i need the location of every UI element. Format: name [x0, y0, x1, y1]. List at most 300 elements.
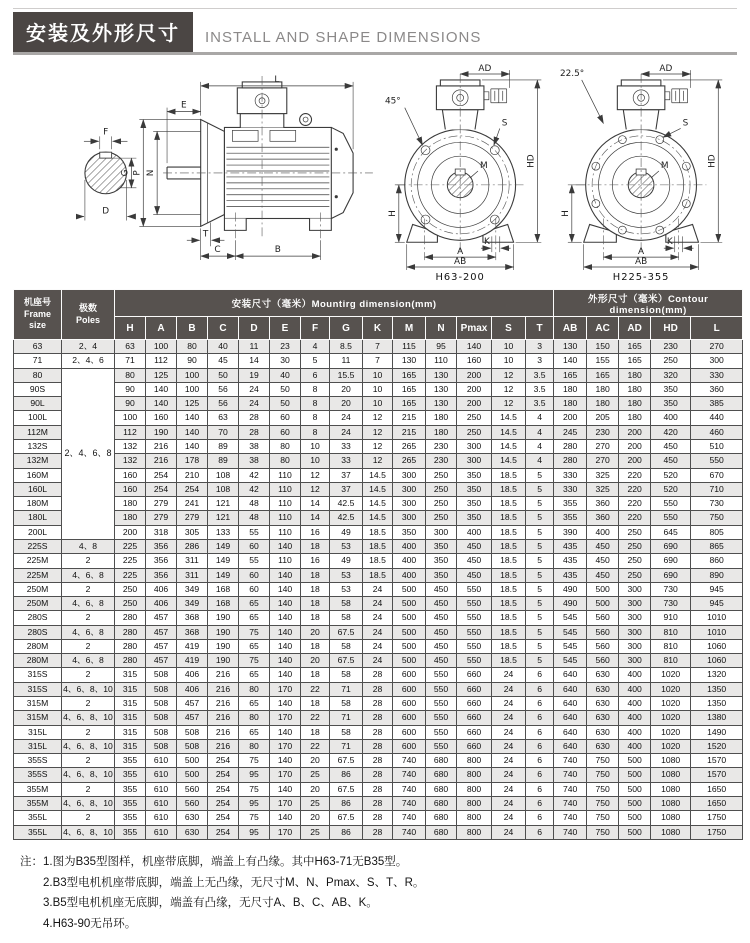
dim-label-D: D — [102, 206, 110, 217]
dimension-value-cell: 4 — [526, 439, 554, 453]
dimension-value-cell: 508 — [146, 682, 177, 696]
dimension-value-cell: 70 — [208, 425, 239, 439]
dimension-value-cell: 740 — [393, 811, 426, 825]
dimension-value-cell: 24 — [492, 825, 526, 839]
dimension-value-cell: 225 — [115, 568, 146, 582]
dimension-value-cell: 400 — [393, 554, 426, 568]
dimension-value-cell: 265 — [393, 439, 426, 453]
table-body — [14, 340, 743, 840]
dimension-value-cell: 660 — [457, 668, 492, 682]
dimension-value-cell: 215 — [393, 411, 426, 425]
dimension-value-cell: 349 — [177, 597, 208, 611]
dim-label-B: B — [274, 245, 281, 256]
dimension-value-cell: 280 — [115, 654, 146, 668]
dimension-value-cell: 356 — [146, 568, 177, 582]
dimension-value-cell: 130 — [426, 382, 457, 396]
dimension-value-cell: 121 — [208, 511, 239, 525]
dimension-value-cell: 300 — [619, 639, 651, 653]
dimension-value-cell: 18 — [301, 539, 330, 553]
dimension-value-cell: 450 — [457, 568, 492, 582]
dimension-value-cell: 3.5 — [526, 368, 554, 382]
column-header-Pmax: Pmax — [457, 317, 492, 340]
motor-side-view-diagram — [76, 61, 381, 279]
dimension-value-cell: 18.5 — [492, 639, 526, 653]
motor-end-view-h63-200-diagram — [381, 61, 554, 283]
dimension-value-cell: 10 — [363, 397, 393, 411]
dimension-value-cell: 1350 — [691, 697, 743, 711]
dimension-value-cell: 180 — [587, 397, 619, 411]
dimension-value-cell: 10 — [492, 354, 526, 368]
dimension-value-cell: 8 — [301, 411, 330, 425]
dimension-value-cell: 108 — [208, 468, 239, 482]
dimension-value-cell: 5 — [526, 611, 554, 625]
dimension-value-cell: 130 — [426, 368, 457, 382]
dimension-table-section — [0, 283, 750, 840]
dimension-value-cell: 560 — [177, 797, 208, 811]
dimension-value-cell: 160 — [115, 468, 146, 482]
dimension-value-cell: 22 — [301, 682, 330, 696]
dimension-value-cell: 42 — [239, 468, 270, 482]
dimension-value-cell: 18.5 — [492, 611, 526, 625]
dimension-value-cell: 216 — [208, 739, 239, 753]
diagram-caption-h225-355: H225-355 — [612, 271, 670, 283]
poles-cell: 4、6、8 — [62, 625, 115, 639]
dimension-value-cell: 230 — [426, 439, 457, 453]
dimension-value-cell: 610 — [146, 768, 177, 782]
frame-size-cell: 225M — [14, 554, 62, 568]
dimension-value-cell: 140 — [146, 382, 177, 396]
dimension-value-cell: 670 — [691, 468, 743, 482]
dimension-value-cell: 355 — [115, 768, 146, 782]
column-header-K: K — [363, 317, 393, 340]
dimension-value-cell: 355 — [554, 511, 587, 525]
dimension-value-cell: 14.5 — [363, 482, 393, 496]
dimension-value-cell: 67.5 — [330, 625, 363, 639]
dimension-value-cell: 80 — [270, 454, 301, 468]
dimension-value-cell: 53 — [330, 568, 363, 582]
dimension-value-cell: 560 — [587, 625, 619, 639]
dimension-value-cell: 508 — [146, 711, 177, 725]
table-row — [14, 382, 743, 396]
title-box — [13, 12, 193, 52]
dimension-value-cell: 90 — [115, 382, 146, 396]
dimension-value-cell: 750 — [587, 782, 619, 796]
dimension-value-cell: 170 — [270, 739, 301, 753]
table-row — [14, 668, 743, 682]
diagram-caption-h63-200: H63-200 — [435, 271, 485, 283]
dimension-value-cell: 1010 — [691, 625, 743, 639]
dimension-value-cell: 80 — [177, 340, 208, 354]
dimension-value-cell: 740 — [554, 825, 587, 839]
dimension-value-cell: 14 — [301, 511, 330, 525]
dimension-value-cell: 450 — [426, 611, 457, 625]
dimension-value-cell: 350 — [457, 497, 492, 511]
dimension-value-cell: 610 — [146, 754, 177, 768]
frame-size-label-en1: Frame — [23, 308, 51, 319]
poles-cell: 2 — [62, 554, 115, 568]
dimension-value-cell: 305 — [177, 525, 208, 539]
column-header-L: L — [691, 317, 743, 340]
dimension-value-cell: 216 — [208, 682, 239, 696]
table-row — [14, 454, 743, 468]
dimension-value-cell: 110 — [270, 511, 301, 525]
dimension-value-cell: 190 — [146, 425, 177, 439]
column-header-frame-size — [14, 290, 62, 340]
dimension-value-cell: 216 — [208, 668, 239, 682]
column-header-D: D — [239, 317, 270, 340]
dimension-value-cell: 12 — [301, 482, 330, 496]
dimension-value-cell: 40 — [208, 340, 239, 354]
dimension-value-cell: 10 — [492, 340, 526, 354]
dimension-value-cell: 520 — [651, 468, 691, 482]
dimension-value-cell: 180 — [587, 382, 619, 396]
dimension-value-cell: 18.5 — [492, 654, 526, 668]
dimension-value-cell: 385 — [691, 397, 743, 411]
dimension-value-cell: 1750 — [691, 811, 743, 825]
notes-list — [43, 852, 424, 935]
dimension-value-cell: 406 — [146, 582, 177, 596]
dimension-value-cell: 1060 — [691, 639, 743, 653]
dimension-value-cell: 200 — [619, 425, 651, 439]
shaft-section-detail — [76, 127, 136, 220]
dimension-value-cell: 730 — [651, 582, 691, 596]
dimension-value-cell: 500 — [393, 639, 426, 653]
dimension-value-cell: 945 — [691, 597, 743, 611]
dimension-value-cell: 660 — [457, 697, 492, 711]
dimension-value-cell: 18 — [301, 568, 330, 582]
dimension-value-cell: 254 — [146, 482, 177, 496]
dimension-value-cell: 140 — [270, 539, 301, 553]
dimension-value-cell: 220 — [619, 497, 651, 511]
dimension-value-cell: 168 — [208, 597, 239, 611]
dimension-value-cell: 250 — [619, 525, 651, 539]
dimension-value-cell: 330 — [554, 468, 587, 482]
dimension-value-cell: 5 — [526, 525, 554, 539]
dimension-value-cell: 1080 — [651, 825, 691, 839]
dimension-value-cell: 315 — [115, 711, 146, 725]
dimension-value-cell: 500 — [393, 611, 426, 625]
table-row — [14, 554, 743, 568]
dimension-value-cell: 28 — [363, 811, 393, 825]
dimension-value-cell: 6 — [526, 725, 554, 739]
dimension-value-cell: 640 — [554, 739, 587, 753]
dimension-value-cell: 450 — [651, 439, 691, 453]
dimension-value-cell: 5 — [526, 639, 554, 653]
dimension-value-cell: 254 — [146, 468, 177, 482]
frame-size-cell: 355S — [14, 754, 62, 768]
dimension-value-cell: 210 — [177, 468, 208, 482]
dimension-value-cell: 8 — [301, 397, 330, 411]
dimension-value-cell: 400 — [393, 568, 426, 582]
dimension-value-cell: 12 — [492, 397, 526, 411]
dimension-value-cell: 130 — [554, 340, 587, 354]
dimension-value-cell: 24 — [492, 754, 526, 768]
dimension-value-cell: 60 — [270, 425, 301, 439]
dimension-value-cell: 270 — [587, 454, 619, 468]
dimension-value-cell: 140 — [177, 439, 208, 453]
column-header-N: N — [426, 317, 457, 340]
dimension-value-cell: 280 — [115, 611, 146, 625]
dimension-value-cell: 140 — [457, 340, 492, 354]
dimension-value-cell: 28 — [363, 725, 393, 739]
dim-label-L: L — [274, 74, 280, 85]
dimension-value-cell: 280 — [554, 454, 587, 468]
dimension-value-cell: 1010 — [691, 611, 743, 625]
dimension-value-cell: 800 — [457, 782, 492, 796]
dim-label-C: C — [214, 245, 221, 256]
dimension-value-cell: 24 — [330, 411, 363, 425]
dimension-value-cell: 660 — [457, 711, 492, 725]
dimension-value-cell: 1570 — [691, 768, 743, 782]
frame-size-cell: 132M — [14, 454, 62, 468]
dimension-value-cell: 680 — [426, 825, 457, 839]
dimension-value-cell: 28 — [363, 668, 393, 682]
frame-size-cell: 160M — [14, 468, 62, 482]
dimension-value-cell: 65 — [239, 697, 270, 711]
dimension-value-cell: 740 — [554, 768, 587, 782]
dimension-value-cell: 133 — [208, 525, 239, 539]
dimension-value-cell: 5 — [526, 568, 554, 582]
dimension-value-cell: 400 — [619, 668, 651, 682]
dimension-value-cell: 28 — [363, 697, 393, 711]
dimension-value-cell: 250 — [426, 482, 457, 496]
dimension-value-cell: 170 — [270, 825, 301, 839]
dimension-value-cell: 110 — [426, 354, 457, 368]
dimension-value-cell: 500 — [177, 754, 208, 768]
dimension-value-cell: 508 — [146, 668, 177, 682]
frame-size-cell: 180L — [14, 511, 62, 525]
table-row — [14, 525, 743, 539]
dimension-value-cell: 810 — [651, 625, 691, 639]
dimension-value-cell: 28 — [239, 411, 270, 425]
frame-size-label-zh: 机座号 — [23, 296, 51, 307]
note-line: 1.图为B35型图样，机座带底脚，端盖上有凸缘。其中H63-71无B35型。 — [43, 855, 408, 868]
dimension-value-cell: 58 — [330, 668, 363, 682]
dimension-value-cell: 450 — [457, 554, 492, 568]
dimension-value-cell: 750 — [587, 811, 619, 825]
dimension-value-cell: 55 — [239, 525, 270, 539]
dimension-value-cell: 25 — [301, 768, 330, 782]
dimension-value-cell: 18.5 — [363, 568, 393, 582]
poles-cell: 4、6、8、10 — [62, 682, 115, 696]
dimension-value-cell: 7 — [363, 340, 393, 354]
dimension-value-cell: 215 — [393, 425, 426, 439]
dimension-value-cell: 500 — [177, 768, 208, 782]
dimension-value-cell: 250 — [426, 497, 457, 511]
dimension-value-cell: 100 — [115, 411, 146, 425]
dim-label-H: H — [560, 210, 571, 217]
dimension-value-cell: 24 — [363, 597, 393, 611]
dimension-value-cell: 690 — [651, 554, 691, 568]
table-row — [14, 611, 743, 625]
dimension-value-cell: 24 — [492, 725, 526, 739]
dimension-value-cell: 25 — [301, 825, 330, 839]
column-header-M: M — [393, 317, 426, 340]
dimension-value-cell: 360 — [587, 497, 619, 511]
dimension-value-cell: 550 — [457, 639, 492, 653]
dimension-value-cell: 6 — [526, 682, 554, 696]
dimension-value-cell: 690 — [651, 568, 691, 582]
dimension-value-cell: 165 — [393, 397, 426, 411]
dim-label-HD: HD — [526, 154, 537, 168]
dimension-value-cell: 110 — [270, 482, 301, 496]
poles-cell: 2 — [62, 582, 115, 596]
table-row — [14, 639, 743, 653]
dimension-value-cell: 4 — [301, 340, 330, 354]
dim-label-T: T — [202, 229, 209, 240]
dimension-value-cell: 750 — [691, 511, 743, 525]
dimension-value-cell: 110 — [270, 525, 301, 539]
dimension-table — [13, 289, 743, 840]
dimension-value-cell: 12 — [301, 468, 330, 482]
dimension-value-cell: 67.5 — [330, 754, 363, 768]
motor-end-view-h225-355-diagram — [554, 61, 742, 283]
dimension-value-cell: 71 — [330, 682, 363, 696]
dimension-value-cell: 75 — [239, 811, 270, 825]
dimension-value-cell: 406 — [177, 682, 208, 696]
dimension-value-cell: 640 — [554, 725, 587, 739]
dimension-value-cell: 1020 — [651, 668, 691, 682]
dimension-value-cell: 460 — [691, 425, 743, 439]
poles-cell: 2 — [62, 639, 115, 653]
dimension-value-cell: 550 — [457, 597, 492, 611]
dimension-value-cell: 8 — [301, 425, 330, 439]
dimension-value-cell: 6 — [526, 782, 554, 796]
dimension-value-cell: 18.5 — [363, 525, 393, 539]
dimension-value-cell: 58 — [330, 611, 363, 625]
frame-size-cell: 80 — [14, 368, 62, 382]
dimension-value-cell: 180 — [619, 397, 651, 411]
dimension-value-cell: 1520 — [691, 739, 743, 753]
dimension-value-cell: 368 — [177, 625, 208, 639]
dimension-value-cell: 406 — [177, 668, 208, 682]
dimension-value-cell: 48 — [239, 511, 270, 525]
dimension-value-cell: 18 — [301, 668, 330, 682]
dimension-value-cell: 18.5 — [492, 468, 526, 482]
dim-label-AB: AB — [634, 257, 648, 268]
note-line: 2.B3型电机机座带底脚，端盖上无凸缘，无尺寸M、N、Pmax、S、T、R。 — [43, 876, 425, 889]
frame-size-cell: 355S — [14, 768, 62, 782]
dimension-value-cell: 140 — [554, 354, 587, 368]
dimension-value-cell: 356 — [146, 554, 177, 568]
dimension-value-cell: 33 — [330, 439, 363, 453]
dimension-value-cell: 190 — [208, 639, 239, 653]
poles-label-en: Poles — [75, 314, 100, 325]
dimension-value-cell: 155 — [587, 354, 619, 368]
dimension-value-cell: 108 — [208, 482, 239, 496]
dimension-value-cell: 1080 — [651, 797, 691, 811]
dimension-value-cell: 490 — [554, 582, 587, 596]
dimension-value-cell: 400 — [619, 725, 651, 739]
dimension-value-cell: 95 — [426, 340, 457, 354]
dimension-value-cell: 1060 — [691, 654, 743, 668]
table-row — [14, 739, 743, 753]
dimension-value-cell: 90 — [177, 354, 208, 368]
dimension-value-cell: 18 — [301, 639, 330, 653]
dimension-value-cell: 149 — [208, 539, 239, 553]
dim-label-K: K — [483, 237, 490, 248]
poles-cell: 4、6、8 — [62, 568, 115, 582]
dimension-value-cell: 14.5 — [492, 411, 526, 425]
dimension-value-cell: 18.5 — [492, 568, 526, 582]
dimension-value-cell: 350 — [651, 382, 691, 396]
dimension-value-cell: 33 — [330, 454, 363, 468]
dimension-value-cell: 28 — [363, 797, 393, 811]
dimension-value-cell: 42 — [239, 482, 270, 496]
dimension-value-cell: 18 — [301, 611, 330, 625]
dimension-value-cell: 800 — [457, 754, 492, 768]
dimension-value-cell: 216 — [208, 711, 239, 725]
dimension-value-cell: 24 — [239, 382, 270, 396]
dimension-value-cell: 1350 — [691, 682, 743, 696]
dimension-value-cell: 545 — [554, 611, 587, 625]
dimension-value-cell: 350 — [426, 554, 457, 568]
dimension-value-cell: 630 — [587, 697, 619, 711]
dimension-value-cell: 16 — [301, 554, 330, 568]
dimension-value-cell: 1080 — [651, 754, 691, 768]
dimension-value-cell: 350 — [457, 468, 492, 482]
dimension-value-cell: 71 — [330, 711, 363, 725]
note-line: 4.H63-90无吊环。 — [43, 917, 137, 930]
dimension-value-cell: 315 — [115, 739, 146, 753]
dimension-value-cell: 545 — [554, 654, 587, 668]
dimension-value-cell: 140 — [270, 811, 301, 825]
dimension-value-cell: 12 — [492, 382, 526, 396]
dimension-value-cell: 165 — [587, 368, 619, 382]
poles-cell: 4、6、8、10 — [62, 711, 115, 725]
dimension-value-cell: 18.5 — [492, 539, 526, 553]
dimension-value-cell: 75 — [239, 782, 270, 796]
dimension-value-cell: 360 — [587, 511, 619, 525]
dimension-value-cell: 216 — [208, 697, 239, 711]
dimension-value-cell: 140 — [270, 754, 301, 768]
dimension-value-cell: 450 — [587, 539, 619, 553]
table-row — [14, 354, 743, 368]
dimension-value-cell: 216 — [208, 725, 239, 739]
dimension-value-cell: 805 — [691, 525, 743, 539]
dimension-value-cell: 250 — [426, 468, 457, 482]
end-view-small-outline — [397, 74, 526, 260]
dimension-value-cell: 280 — [115, 639, 146, 653]
dimension-value-cell: 740 — [393, 825, 426, 839]
dimension-value-cell: 300 — [619, 611, 651, 625]
dimension-value-cell: 130 — [426, 397, 457, 411]
dimension-value-cell: 28 — [239, 425, 270, 439]
dimension-value-cell: 65 — [239, 611, 270, 625]
dimension-value-cell: 28 — [363, 768, 393, 782]
dimension-value-cell: 5 — [526, 654, 554, 668]
dimension-value-cell: 42.5 — [330, 497, 363, 511]
table-row — [14, 725, 743, 739]
dimension-value-cell: 600 — [393, 697, 426, 711]
dimension-value-cell: 10 — [301, 439, 330, 453]
dimension-value-cell: 37 — [330, 482, 363, 496]
dimension-value-cell: 75 — [239, 654, 270, 668]
dim-label-AB: AB — [453, 257, 467, 268]
dimension-value-cell: 660 — [457, 739, 492, 753]
dimension-value-cell: 140 — [270, 668, 301, 682]
dimension-value-cell: 355 — [115, 754, 146, 768]
dimension-value-cell: 250 — [115, 582, 146, 596]
dimension-value-cell: 14.5 — [363, 468, 393, 482]
dimension-value-cell: 457 — [146, 654, 177, 668]
dimension-value-cell: 160 — [146, 411, 177, 425]
dimension-value-cell: 95 — [239, 825, 270, 839]
dimension-value-cell: 149 — [208, 554, 239, 568]
dimension-value-cell: 14.5 — [492, 425, 526, 439]
dimension-value-cell: 550 — [651, 511, 691, 525]
dimension-value-cell: 67.5 — [330, 782, 363, 796]
